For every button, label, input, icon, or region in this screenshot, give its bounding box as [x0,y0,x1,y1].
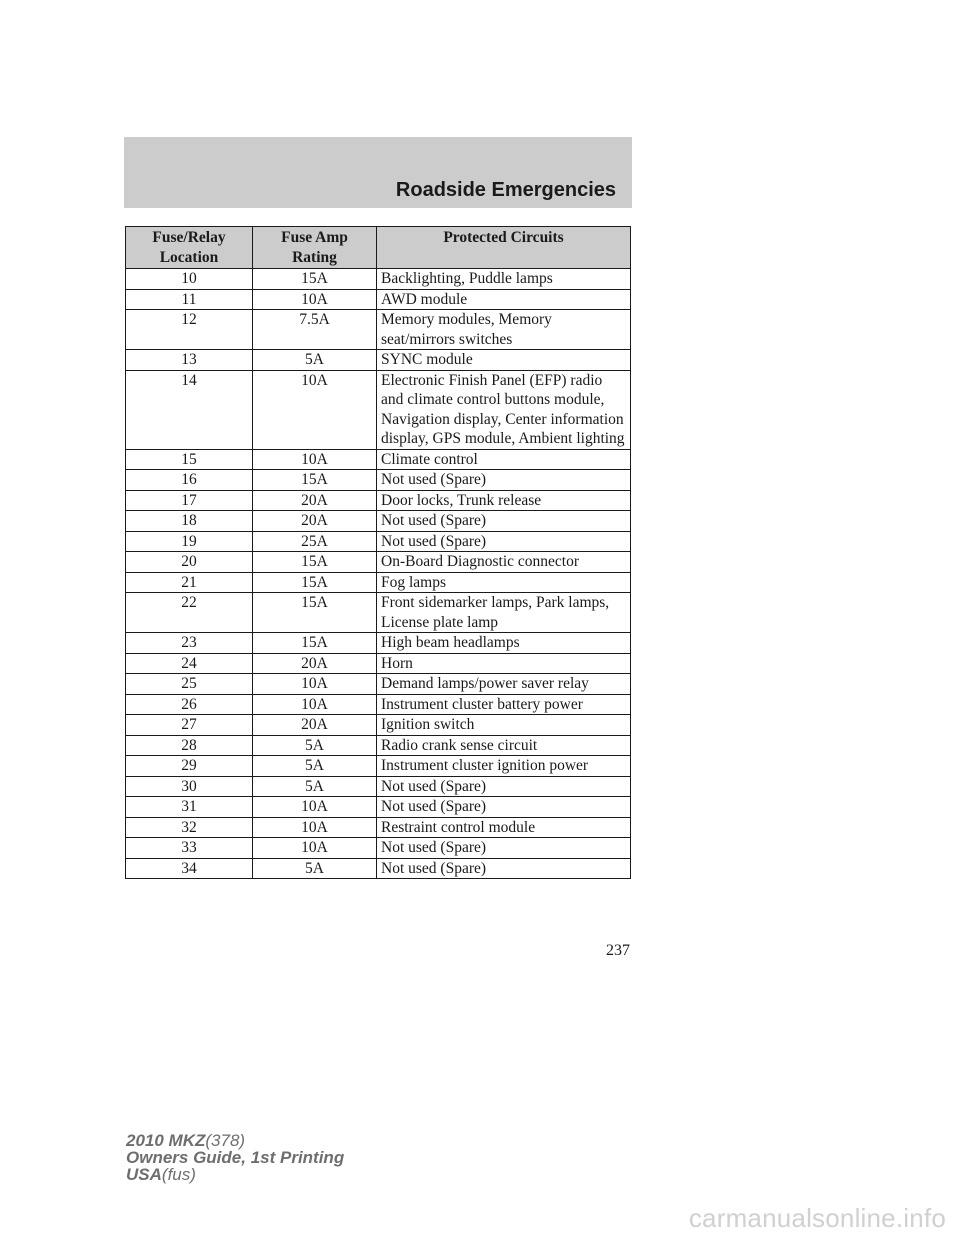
table-row [126,756,631,777]
fuse-rating-cell: 20A [253,490,377,511]
fuse-location-cell: 25 [126,674,253,695]
fuse-location-cell: 13 [126,350,253,371]
fuse-rating-cell: 10A [253,694,377,715]
table-row [126,269,631,290]
table-row [126,531,631,552]
table-header-row [126,227,631,269]
fuse-location-cell: 33 [126,838,253,859]
fuse-rating-cell: 20A [253,511,377,532]
fuse-location-cell: 28 [126,735,253,756]
fuse-rating-cell: 10A [253,817,377,838]
fuse-table-body [126,269,631,879]
fuse-rating-cell: 10A [253,370,377,449]
table-row [126,776,631,797]
protected-circuits-cell: Not used (Spare) [377,838,631,859]
table-row [126,511,631,532]
fuse-rating-cell: 10A [253,449,377,470]
fuse-rating-cell: 20A [253,653,377,674]
table-row [126,797,631,818]
fuse-location-cell: 15 [126,449,253,470]
fuse-rating-cell: 15A [253,633,377,654]
table-row [126,350,631,371]
fuse-location-cell: 26 [126,694,253,715]
table-row [126,449,631,470]
protected-circuits-cell: Backlighting, Puddle lamps [377,269,631,290]
fuse-location-cell: 29 [126,756,253,777]
fuse-rating-cell: 5A [253,858,377,879]
fuse-rating-cell: 15A [253,593,377,633]
fuse-location-cell: 19 [126,531,253,552]
fuse-location-cell: 16 [126,470,253,491]
table-row [126,552,631,573]
protected-circuits-cell: Not used (Spare) [377,776,631,797]
protected-circuits-cell: Not used (Spare) [377,511,631,532]
protected-circuits-cell: Door locks, Trunk release [377,490,631,511]
fuse-location-cell: 30 [126,776,253,797]
fuse-rating-cell: 15A [253,470,377,491]
watermark: carmanualsonline.info [688,1203,946,1233]
table-row [126,694,631,715]
fuse-location-cell: 27 [126,715,253,736]
print-info-market-line [126,1166,344,1183]
protected-circuits-cell: Front sidemarker lamps, Park lamps, License plate lamp [377,593,631,633]
protected-circuits-cell: Instrument cluster battery power [377,694,631,715]
protected-circuits-cell: High beam headlamps [377,633,631,654]
fuse-rating-cell: 15A [253,572,377,593]
fuse-location-cell: 31 [126,797,253,818]
protected-circuits-cell: On-Board Diagnostic connector [377,552,631,573]
header-protected-circuits: Protected Circuits [377,227,631,269]
header-fuse-relay-location: Fuse/Relay Location [126,227,253,269]
fuse-rating-cell: 5A [253,776,377,797]
print-info-market: USA [126,1165,162,1184]
fuse-location-cell: 11 [126,289,253,310]
protected-circuits-cell: Not used (Spare) [377,470,631,491]
table-row [126,674,631,695]
table-row [126,715,631,736]
table-row [126,838,631,859]
protected-circuits-cell: Instrument cluster ignition power [377,756,631,777]
fuse-rating-cell: 15A [253,552,377,573]
fuse-location-cell: 17 [126,490,253,511]
protected-circuits-cell: Restraint control module [377,817,631,838]
protected-circuits-cell: Horn [377,653,631,674]
fuse-rating-cell: 5A [253,350,377,371]
print-info-model: 2010 MKZ [126,1131,206,1150]
fuse-location-cell: 34 [126,858,253,879]
print-info-market-code: (fus) [161,1165,196,1184]
table-row [126,817,631,838]
protected-circuits-cell: SYNC module [377,350,631,371]
table-row [126,633,631,654]
page-number: 237 [606,942,630,959]
print-info-model-line [126,1132,344,1149]
print-info-guide: Owners Guide, 1st Printing [126,1148,345,1167]
protected-circuits-cell: Electronic Finish Panel (EFP) radio and climate control buttons module, Navigation display, Center information display, GPS module, Ambient lighting [377,370,631,449]
fuse-location-cell: 23 [126,633,253,654]
protected-circuits-cell: Radio crank sense circuit [377,735,631,756]
fuse-rating-cell: 15A [253,269,377,290]
protected-circuits-cell: Climate control [377,449,631,470]
fuse-rating-cell: 25A [253,531,377,552]
fuse-location-cell: 32 [126,817,253,838]
table-row [126,858,631,879]
protected-circuits-cell: Not used (Spare) [377,531,631,552]
fuse-rating-cell: 5A [253,756,377,777]
fuse-location-cell: 10 [126,269,253,290]
section-title: Roadside Emergencies [395,179,616,201]
fuse-rating-cell: 5A [253,735,377,756]
fuse-rating-cell: 10A [253,289,377,310]
print-info-model-code: (378) [205,1131,246,1150]
table-row [126,490,631,511]
table-row [126,593,631,633]
fuse-rating-cell: 10A [253,797,377,818]
fuse-rating-cell: 20A [253,715,377,736]
fuse-location-cell: 18 [126,511,253,532]
table-row [126,572,631,593]
fuse-rating-cell: 7.5A [253,310,377,350]
protected-circuits-cell: Ignition switch [377,715,631,736]
table-row [126,653,631,674]
protected-circuits-cell: AWD module [377,289,631,310]
protected-circuits-cell: Demand lamps/power saver relay [377,674,631,695]
fuse-location-cell: 24 [126,653,253,674]
fuse-location-cell: 14 [126,370,253,449]
fuse-location-cell: 12 [126,310,253,350]
protected-circuits-cell: Fog lamps [377,572,631,593]
fuse-location-cell: 20 [126,552,253,573]
fuse-table [125,226,631,879]
table-row [126,470,631,491]
print-info [126,1132,344,1183]
protected-circuits-cell: Not used (Spare) [377,858,631,879]
fuse-location-cell: 22 [126,593,253,633]
table-row [126,310,631,350]
table-row [126,289,631,310]
fuse-rating-cell: 10A [253,838,377,859]
section-header-band [124,137,632,208]
protected-circuits-cell: Not used (Spare) [377,797,631,818]
table-row [126,370,631,449]
fuse-rating-cell: 10A [253,674,377,695]
fuse-location-cell: 21 [126,572,253,593]
protected-circuits-cell: Memory modules, Memory seat/mirrors switches [377,310,631,350]
table-row [126,735,631,756]
header-fuse-amp-rating: Fuse Amp Rating [253,227,377,269]
